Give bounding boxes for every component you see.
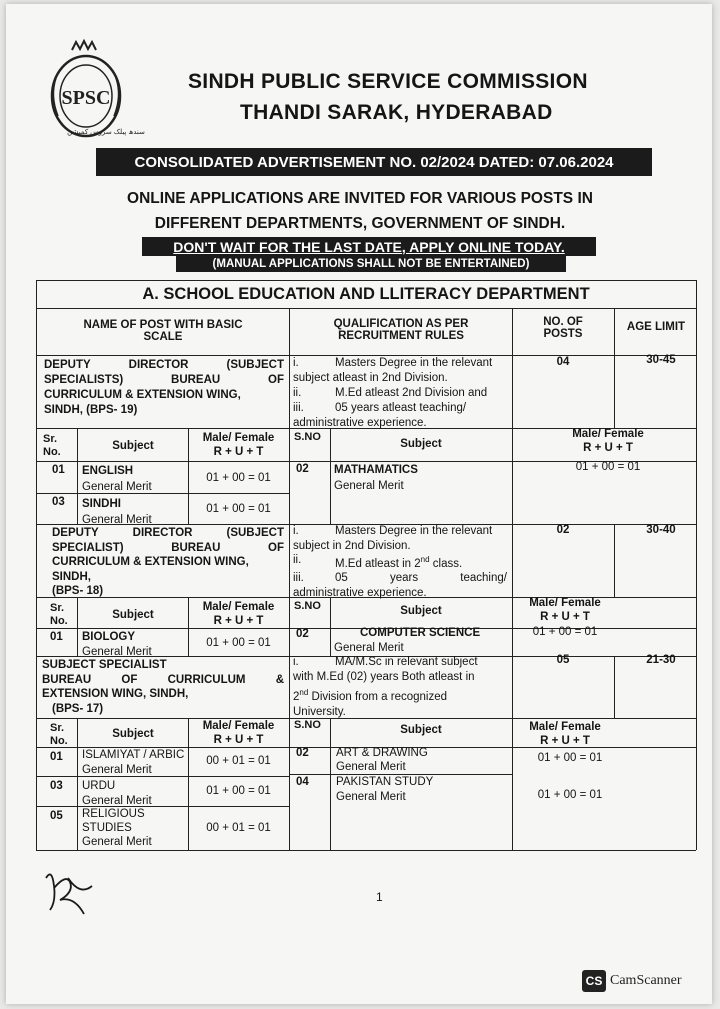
- row-calc: 01 + 00 = 01: [575, 461, 641, 473]
- post-2-name: DEPUTY DIRECTOR (SUBJECT SPECIALIST) BUREAU OF CURRICULUM & EXTENSION WING, SINDH, (BPS- 18): [52, 527, 284, 597]
- post-1-age: 30-45: [646, 354, 676, 366]
- sub-header-mf-right: Male/ Female R + U + T: [529, 597, 601, 623]
- sub-header-sr: Sr. No.: [50, 602, 68, 627]
- row-subject: MATHAMATICS General Merit: [334, 464, 418, 492]
- page-number: 1: [376, 890, 383, 904]
- invitation-line-2: DIFFERENT DEPARTMENTS, GOVERNMENT OF SINDH.: [154, 215, 566, 232]
- row-no: 02: [296, 628, 309, 640]
- sub-header-mf: Male/ Female R + U + T: [202, 720, 275, 746]
- apply-online-notice: DON'T WAIT FOR THE LAST DATE, APPLY ONLINE TODAY.: [142, 237, 596, 256]
- sub-header-mf-right: Male/ Female R + U + T: [529, 721, 601, 747]
- advertisement-banner: CONSOLIDATED ADVERTISEMENT NO. 02/2024 DATED: 07.06.2024: [96, 148, 652, 176]
- row-no: 05: [50, 810, 63, 822]
- svg-text:SPSC: SPSC: [61, 87, 111, 109]
- row-calc: 00 + 01 = 01: [206, 755, 271, 767]
- row-subject: RELIGIOUS STUDIES General Merit: [82, 808, 152, 848]
- sub-header-mf-right: Male/ Female R + U + T: [572, 428, 644, 454]
- sub-header-sno: S.NO: [294, 600, 321, 612]
- manual-application-notice: (MANUAL APPLICATIONS SHALL NOT BE ENTERTAINED): [176, 256, 566, 272]
- row-calc: 01 + 00 = 01: [206, 785, 271, 797]
- row-subject: ISLAMIYAT / ARBIC General Merit: [82, 749, 185, 776]
- commission-title: SINDH PUBLIC SERVICE COMMISSION: [188, 70, 588, 93]
- row-no: 03: [52, 496, 65, 508]
- row-no: 02: [296, 747, 309, 759]
- sub-header-sno: S.NO: [294, 719, 321, 731]
- row-no: 01: [50, 631, 63, 643]
- post-3-age: 21-30: [646, 654, 676, 666]
- post-1-name: DEPUTY DIRECTOR (SUBJECT SPECIALISTS) BUREAU OF CURRICULUM & EXTENSION WING, SINDH, (BPS- 19): [44, 359, 284, 416]
- row-subject: BIOLOGY General Merit: [82, 631, 152, 658]
- sub-header-subject: Subject: [112, 440, 154, 452]
- row-calc: 01 + 00 = 01: [206, 472, 271, 484]
- sub-header-sr: Sr. No.: [50, 722, 68, 747]
- sub-header-subject-right: Subject: [400, 605, 442, 617]
- department-title: A. SCHOOL EDUCATION AND LLITERACY DEPARTMENT: [142, 284, 590, 303]
- col-header-age: AGE LIMIT: [626, 321, 686, 333]
- sub-header-sno: S.NO: [294, 431, 321, 443]
- row-subject: URDU General Merit: [82, 780, 152, 807]
- row-calc: 01 + 00 = 01: [532, 626, 598, 638]
- row-subject: ART & DRAWING General Merit: [336, 747, 428, 773]
- row-calc: 01 + 00 = 01: [206, 503, 271, 515]
- post-3-posts: 05: [556, 654, 570, 666]
- sub-header-subject-right: Subject: [400, 438, 442, 450]
- post-1-qualification: i. Masters Degree in the relevant subject atleast in 2nd Division. ii. M.Ed atleast 2nd Division and iii. 05 years atleast teaching/ administrative experience.: [293, 357, 493, 429]
- sub-header-subject: Subject: [112, 728, 154, 740]
- row-calc: 01 + 00 = 01: [537, 789, 603, 801]
- sub-header-subject: Subject: [112, 609, 154, 621]
- row-no: 01: [52, 464, 65, 476]
- row-no: 03: [50, 780, 63, 792]
- row-subject: ENGLISH General Merit: [82, 465, 152, 493]
- post-2-age: 30-40: [646, 524, 676, 536]
- row-subject: SINDHI General Merit: [82, 498, 152, 526]
- sub-header-subject-right: Subject: [400, 724, 442, 736]
- post-2-qualification: i. Masters Degree in the relevant subject in 2nd Division. ii. M.Ed atleast in 2nd class. iii. 05 years teaching/ administrative experience.: [293, 525, 507, 599]
- commission-address: THANDI SARAK, HYDERABAD: [240, 101, 553, 124]
- row-no: 01: [50, 751, 63, 763]
- row-subject: COMPUTER SCIENCE General Merit: [334, 627, 481, 654]
- signature: [40, 866, 100, 922]
- post-3-name: SUBJECT SPECIALIST BUREAU OF CURRICULUM & EXTENSION WING, SINDH, (BPS- 17): [42, 659, 284, 715]
- col-header-posts: NO. OF POSTS: [543, 316, 583, 340]
- svg-text:سندھ پبلک سروس کمیشن: سندھ پبلک سروس کمیشن: [67, 129, 145, 136]
- camscanner-icon: CS: [582, 970, 606, 992]
- sub-header-mf: Male/ Female R + U + T: [202, 601, 275, 627]
- sub-header-sr: Sr. No.: [43, 433, 61, 458]
- row-no: 02: [296, 463, 309, 475]
- col-header-name: NAME OF POST WITH BASIC SCALE: [83, 319, 243, 343]
- post-3-qualification: i. MA/M.Sc in relevant subject with M.Ed (02) years Both atleast in 2nd Division from a recognized University.: [293, 656, 478, 718]
- row-calc: 01 + 00 = 01: [537, 752, 603, 764]
- camscanner-watermark: CS CamScanner: [582, 970, 682, 992]
- row-calc: 00 + 01 = 01: [206, 822, 271, 834]
- invitation-line-1: ONLINE APPLICATIONS ARE INVITED FOR VARIOUS POSTS IN: [127, 190, 593, 207]
- post-2-posts: 02: [556, 524, 570, 536]
- row-no: 04: [296, 776, 309, 788]
- sub-header-mf: Male/ Female R + U + T: [202, 432, 275, 458]
- row-calc: 01 + 00 = 01: [206, 637, 271, 649]
- post-1-posts: 04: [556, 356, 570, 368]
- col-header-qualification: QUALIFICATION AS PER RECRUITMENT RULES: [333, 318, 469, 342]
- row-subject: PAKISTAN STUDY General Merit: [336, 776, 434, 803]
- spsc-logo: [46, 38, 145, 138]
